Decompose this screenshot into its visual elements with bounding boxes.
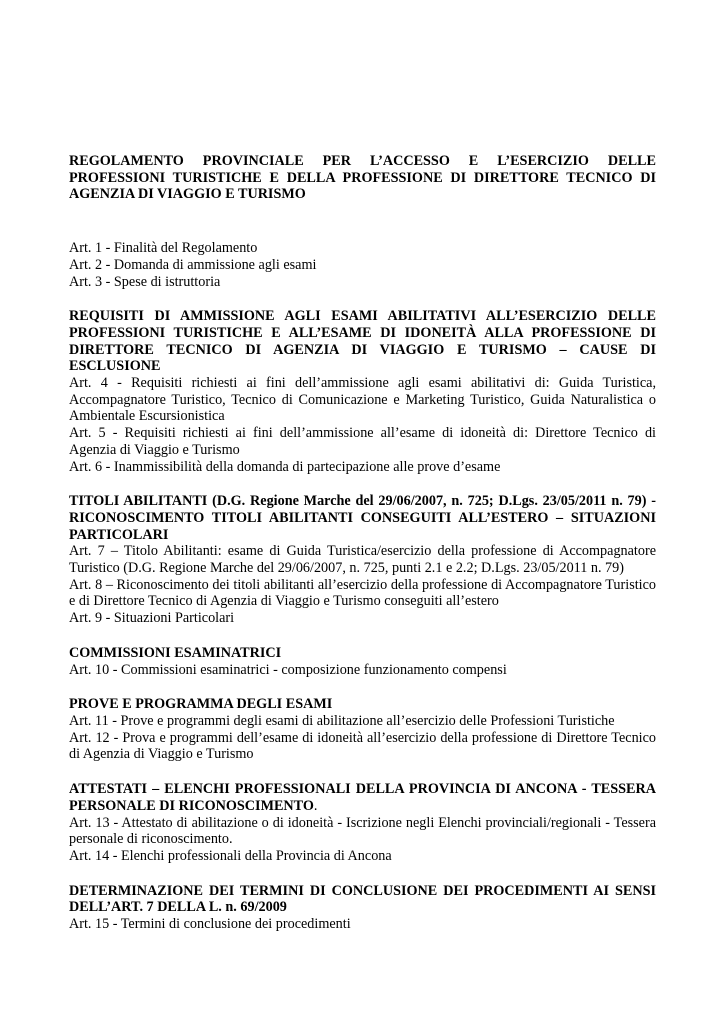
article-12: Art. 12 - Prova e programmi dell’esame di idoneità all’esercizio della professione di Direttore Tecnico di Agenzia di Viaggio e Turismo [69, 729, 656, 763]
section-attestati [69, 781, 656, 865]
document-title: REGOLAMENTO PROVINCIALE PER L’ACCESSO E L’ESERCIZIO DELLE PROFESSIONI TURISTICHE E DELLA PROFESSIONE DI DIRETTORE TECNICO DI AGENZIA DI VIAGGIO E TURISMO [69, 153, 656, 203]
article-7: Art. 7 – Titolo Abilitanti: esame di Guida Turistica/esercizio della professione di Accompagnatore Turistico (D.G. Regione Marche del 29/06/2007, n. 725, punti 2.1 e 2.2; D.Lgs. 23/05/2011 n. 79) [69, 543, 656, 577]
section-heading: PROVE E PROGRAMMA DEGLI ESAMI [69, 696, 333, 713]
section-heading: REQUISITI DI AMMISSIONE AGLI ESAMI ABILITATIVI ALL’ESERCIZIO DELLE PROFESSIONI TURISTICHE E ALL’ESAME DI IDONEITÀ ALLA PROFESSIONE DI DIRETTORE TECNICO DI AGENZIA DI VIAGGIO E TURISMO – CAUSE DI ESCLUSIONE [69, 308, 656, 375]
section-prove [69, 696, 656, 763]
section-heading: TITOLI ABILITANTI (D.G. Regione Marche del 29/06/2007, n. 725; D.Lgs. 23/05/2011 n. 79) - RICONOSCIMENTO TITOLI ABILITANTI CONSEGUITI ALL’ESTERO – SITUAZIONI PARTICOLARI [69, 493, 656, 543]
section-heading: ATTESTATI – ELENCHI PROFESSIONALI DELLA PROVINCIA DI ANCONA - TESSERA PERSONALE DI RICONOSCIMENTO. [69, 781, 656, 814]
section-commissioni [69, 645, 656, 678]
article-9: Art. 9 - Situazioni Particolari [69, 610, 235, 627]
document-page [69, 153, 656, 951]
section-titoli-abilitanti [69, 493, 656, 627]
article-5: Art. 5 - Requisiti richiesti ai fini dell’ammissione all’esame di idoneità di: Direttore Tecnico di Agenzia di Viaggio e Turismo [69, 425, 656, 458]
section-heading: DETERMINAZIONE DEI TERMINI DI CONCLUSIONE DEI PROCEDIMENTI AI SENSI DELL’ART. 7 DELLA L. n. 69/2009 [69, 882, 656, 916]
article-3: Art. 3 - Spese di istruttoria [69, 273, 221, 290]
article-4: Art. 4 - Requisiti richiesti ai fini dell’ammissione agli esami abilitativi di: Guida Turistica, Accompagnatore Turistico, Tecnico di Comunicazione e Marketing Turistico, Guida Naturalistica o Ambientale Escursionistica [69, 375, 656, 425]
article-13: Art. 13 - Attestato di abilitazione o di idoneità - Iscrizione negli Elenchi provinciali/regionali - Tessera personale di riconoscimento. [69, 814, 656, 848]
section-termini [69, 883, 656, 933]
section-heading: COMMISSIONI ESAMINATRICI [69, 644, 282, 661]
intro-article-list [69, 240, 656, 290]
article-2: Art. 2 - Domanda di ammissione agli esami [69, 256, 317, 273]
article-1: Art. 1 - Finalità del Regolamento [69, 240, 258, 257]
article-15: Art. 15 - Termini di conclusione dei procedimenti [69, 916, 351, 933]
section-requisiti [69, 308, 656, 475]
article-14: Art. 14 - Elenchi professionali della Provincia di Ancona [69, 847, 392, 864]
article-6: Art. 6 - Inammissibilità della domanda di partecipazione alle prove d’esame [69, 458, 501, 475]
article-11: Art. 11 - Prove e programmi degli esami di abilitazione all’esercizio delle Professioni Turistiche [69, 712, 615, 729]
article-10: Art. 10 - Commissioni esaminatrici - composizione funzionamento compensi [69, 661, 507, 678]
article-8: Art. 8 – Riconoscimento dei titoli abilitanti all’esercizio della professione di Accompagnatore Turistico e di Direttore Tecnico di Agenzia di Viaggio e Turismo conseguiti all’estero [69, 576, 656, 610]
